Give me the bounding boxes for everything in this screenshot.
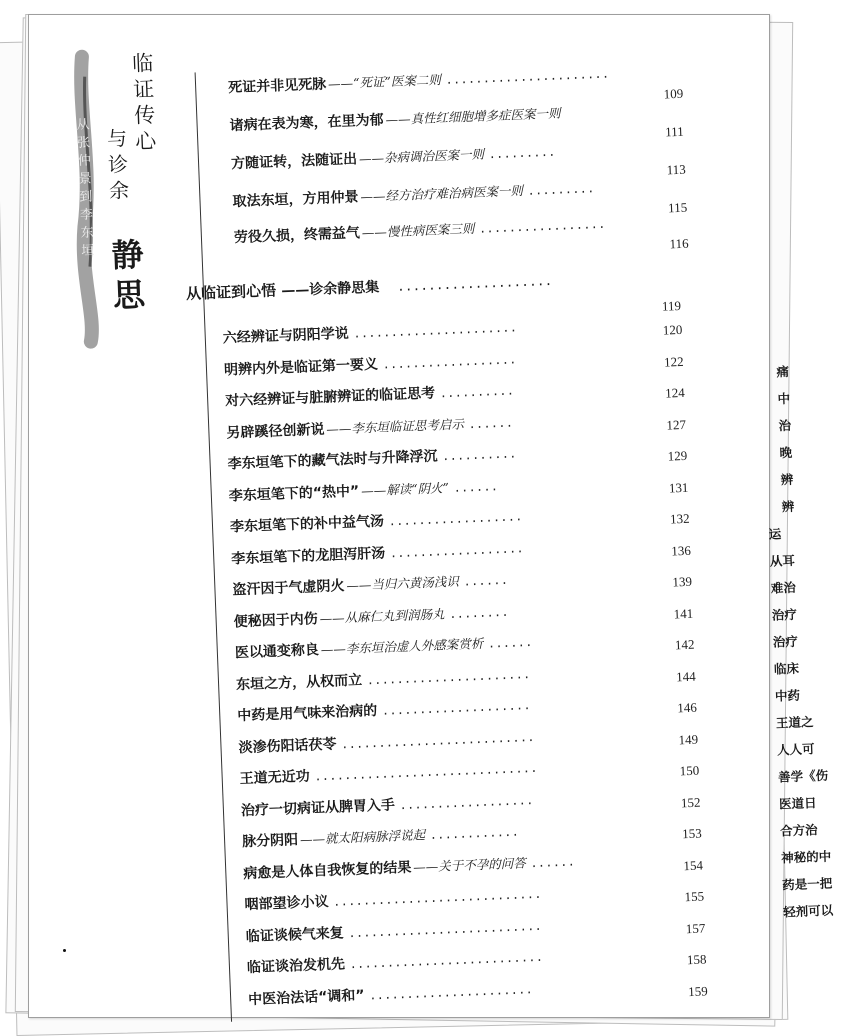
toc-entry[interactable]: [225, 379, 516, 410]
entry-title: 劳役久损，终需益气: [233, 225, 361, 247]
entry-page: 153: [681, 825, 702, 842]
facing-page-fragment: 中药: [774, 687, 801, 704]
entry-title: 中医治法话“调和”: [247, 987, 365, 1008]
facing-page-fragment: 神秘的中: [780, 848, 832, 866]
toc-entry[interactable]: [229, 102, 561, 135]
toc-entry[interactable]: [222, 316, 518, 347]
facing-page-fragment: 王道之: [775, 714, 814, 731]
entry-subtitle: ——真性红细胞增多症医案一则: [385, 105, 561, 128]
entry-page: 115: [667, 199, 688, 216]
section-title: 从临证到心悟: [185, 281, 277, 303]
entry-subtitle: ——从麻仁丸到润肠丸: [319, 605, 445, 626]
entry-title: 取法东垣，方用仲景: [232, 189, 359, 211]
facing-page-fragment: 痛: [776, 363, 790, 380]
entry-title: 六经辨证与阴阳学说: [222, 325, 350, 347]
toc-entry[interactable]: [227, 442, 518, 473]
entry-subtitle: ——当归六黄汤浅识: [346, 573, 460, 593]
facing-page-fragment: 轻剂可以: [782, 902, 834, 920]
toc-entry[interactable]: [236, 662, 532, 693]
entry-title: 临证谈候气来复: [245, 924, 345, 945]
entry-page: 155: [684, 888, 705, 905]
leader-dots: ......: [469, 413, 515, 432]
entry-page: 116: [669, 235, 689, 252]
facing-page-fragment: 善学《伤: [777, 767, 829, 785]
entry-subtitle: ——解读“阴火”: [360, 479, 450, 498]
leader-dots: ......: [531, 852, 577, 871]
leader-dots: ........: [450, 603, 511, 622]
page-mark: [63, 949, 66, 952]
entry-title: 病愈是人体自我恢复的结果: [243, 859, 412, 882]
banner-title-col2: 与诊余: [106, 126, 130, 203]
entry-page: 120: [662, 321, 683, 338]
entry-title: 明辨内外是临证第一要义: [223, 356, 379, 379]
facing-page-fragment: 运: [768, 526, 782, 542]
toc-entry[interactable]: [244, 883, 543, 914]
toc-entry[interactable]: [241, 788, 536, 819]
entry-page: 144: [675, 668, 696, 684]
entry-title: 东垣之方，从权而立: [235, 671, 363, 693]
leader-dots: ..................: [390, 539, 526, 561]
entry-subtitle: ——“死证”医案二则: [327, 72, 442, 92]
leader-dots: ............: [430, 823, 521, 843]
leader-dots: ......: [464, 571, 510, 590]
leader-dots: ....................: [382, 696, 533, 719]
facing-page-fragment: 辨: [781, 498, 795, 515]
toc-entry[interactable]: 劳役久损，终需益气——慢性病医案三则 .................: [233, 215, 608, 247]
entry-page: 150: [679, 762, 700, 779]
banner-subtitle: 从张仲景到李东垣: [76, 117, 95, 259]
leader-dots: ..................: [400, 791, 536, 813]
facing-page-fragment: 治疗: [772, 633, 799, 650]
facing-page-fragment: 药是一把: [781, 875, 833, 893]
facing-page-fragment: 临床: [773, 660, 800, 677]
toc-entry[interactable]: [232, 569, 510, 600]
book-title-banner: [52, 44, 173, 348]
divider-line: [195, 72, 232, 1021]
leader-dots: ..........................: [349, 917, 544, 941]
entry-subtitle: ——慢性病医案三则: [361, 220, 475, 241]
entry-page: 142: [674, 636, 695, 653]
toc-entry[interactable]: [238, 725, 536, 756]
facing-page-fragment: 难治: [770, 579, 797, 596]
entry-page: 132: [669, 510, 690, 527]
entry-page: 146: [677, 699, 698, 716]
leader-dots: ..........................: [342, 728, 537, 752]
leader-dots: ..........: [443, 445, 519, 465]
entry-title: 盗汗因于气虚阴火: [232, 578, 345, 599]
entry-page: 157: [685, 919, 706, 936]
toc-entry[interactable]: [237, 694, 533, 725]
toc-entry[interactable]: [239, 757, 539, 788]
section-heading[interactable]: 从临证到心悟 ——诊余静思集 ....................: [185, 270, 555, 303]
section-page: 119: [661, 297, 682, 314]
toc-entry[interactable]: [224, 348, 519, 379]
toc-content: [11, 3, 834, 1033]
entry-title: 李东垣笔下的“热中”: [228, 482, 360, 504]
entry-subtitle: ——就太阳病脉浮说起: [299, 827, 426, 847]
facing-page-fragment: 合方治: [779, 822, 818, 839]
entry-title: 李东垣笔下的龙胆泻肝汤: [230, 544, 386, 567]
facing-page-fragment: 辨: [780, 471, 794, 488]
entry-subtitle: ——杂病调治医案一则: [358, 146, 485, 167]
entry-page: 124: [664, 384, 686, 401]
entry-title: 另辟蹊径创新说: [226, 421, 325, 441]
leader-dots: ......................: [367, 665, 533, 688]
entry-subtitle: ——经方治疗难治病医案一则: [360, 182, 524, 205]
entry-page: 149: [678, 731, 699, 747]
entry-page: 141: [673, 605, 694, 621]
facing-page-fragment: 中: [777, 390, 791, 407]
next-page-edge: [762, 361, 845, 963]
entry-title: 对六经辨证与脏腑辨证的临证思考: [224, 385, 436, 410]
entry-page: 159: [687, 982, 708, 999]
entry-page: 127: [666, 416, 687, 433]
entry-page: 111: [664, 123, 685, 140]
facing-page-fragment: 晚: [779, 444, 793, 461]
banner-title-big: 静思: [110, 235, 146, 315]
toc-entry[interactable]: [242, 821, 521, 852]
entry-page: 154: [683, 857, 704, 873]
toc-entry[interactable]: [243, 850, 577, 883]
entry-title: 中药是用气味来治病的: [237, 702, 378, 725]
leader-dots: ......................: [370, 980, 535, 1003]
toc-entry[interactable]: 取法东垣，方用仲景——经方治疗难治病医案一则 .........: [232, 180, 597, 211]
leader-dots: ......: [488, 633, 535, 652]
leader-dots: ..................: [383, 350, 519, 372]
entry-title: 治疗一切病证从脾胃入手: [240, 796, 396, 819]
banner-title-col1: 临证传心: [131, 51, 157, 154]
entry-page: 122: [663, 353, 684, 370]
entry-page: 158: [686, 951, 707, 968]
toc-entry[interactable]: 死证并非见死脉——“死证”医案二则 ......................: [227, 65, 611, 97]
leader-dots: ..........................: [350, 948, 545, 973]
entry-page: 109: [663, 85, 684, 102]
entry-subtitle: ——李东垣治虚人外感案赏析: [320, 635, 484, 658]
entry-title: 李东垣笔下的补中益气汤: [229, 513, 385, 536]
toc-page: [28, 14, 834, 1018]
entry-title: 咽部望诊小议: [244, 893, 329, 914]
toc-entry[interactable]: [245, 914, 543, 945]
facing-page-fragment: 从耳: [769, 552, 796, 569]
entry-title: 王道无近功: [239, 768, 311, 788]
entry-title: 淡渗伤阳话茯苓: [238, 736, 337, 756]
entry-subtitle: ——李东垣临证思考启示: [326, 415, 465, 437]
facing-page-fragment: 治疗: [771, 606, 798, 623]
entry-page: 139: [672, 573, 693, 590]
section-subtitle: ——诊余静思集: [280, 279, 380, 300]
facing-page-fragment: 人人可: [776, 741, 815, 758]
entry-title: 临证谈治发机先: [246, 956, 346, 977]
entry-title: 诸病在表为寒，在里为郁: [229, 112, 384, 135]
toc-entry[interactable]: [226, 411, 515, 442]
leader-dots: ..............................: [315, 759, 540, 785]
toc-entry[interactable]: [234, 631, 534, 662]
leader-dots: ............................: [334, 885, 544, 910]
entry-title: 死证并非见死脉: [227, 76, 327, 97]
entry-page: 136: [671, 542, 692, 559]
entry-title: 便秘因于内伤: [233, 610, 318, 630]
entry-page: 152: [680, 794, 701, 810]
entry-title: 方随证转，法随证出: [230, 151, 358, 173]
toc-entry[interactable]: [230, 505, 525, 536]
toc-entry[interactable]: [228, 475, 499, 505]
entry-title: 李东垣笔下的藏气法时与升降浮沉: [227, 448, 438, 473]
entry-subtitle: ——关于不孕的问答: [412, 854, 526, 875]
leader-dots: ..................: [389, 508, 525, 530]
entry-title: 脉分阴阳: [241, 832, 299, 851]
facing-page-fragment: 医道日: [778, 795, 817, 812]
leader-dots: ..........: [440, 382, 516, 402]
toc-entry[interactable]: [247, 946, 545, 977]
entry-page: 113: [666, 161, 686, 178]
entry-page: 131: [668, 479, 689, 496]
facing-page-fragment: 治: [778, 417, 792, 434]
toc-entry[interactable]: 方随证转，法随证出——杂病调治医案一则 .........: [230, 143, 558, 173]
toc-entry[interactable]: [248, 978, 535, 1009]
leader-dots: ......: [454, 477, 500, 496]
toc-entry[interactable]: [233, 600, 510, 631]
entry-page: 129: [667, 447, 688, 464]
entry-title: 医以通变称良: [234, 642, 320, 662]
leader-dots: ......................: [354, 319, 519, 342]
toc-entry[interactable]: [231, 537, 526, 568]
